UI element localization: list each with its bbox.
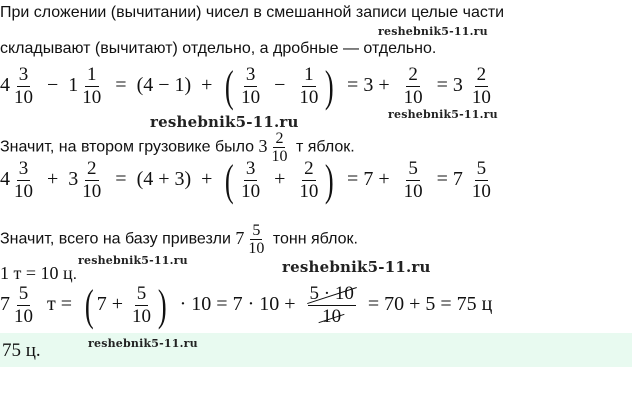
watermark: reshebnik5-11.ru [150, 113, 299, 131]
equation-3: 7 $\frac{5}{10}$ т = ( 7 + $\frac{5}{10}$ ) · 10 = 7 · 10 + $\frac{5 \cdot 10}{10}$ = 70 + 5 = 75 ц [0, 280, 493, 330]
unit-conversion: 1 т = 10 ц. [0, 263, 78, 283]
answer-box [0, 333, 632, 367]
watermark: reshebnik5-11.ru [282, 258, 431, 276]
watermark: reshebnik5-11.ru [378, 25, 488, 38]
watermark: reshebnik5-11.ru [78, 254, 188, 267]
intro-line-1: При сложении (вычитании) чисел в смешанной записи целые части [0, 4, 505, 21]
sentence-1: Значит, на втором грузовике было 3 $\frac{2}{10}$ т яблок. [0, 130, 355, 165]
watermark: reshebnik5-11.ru [388, 108, 498, 121]
sentence-2: Значит, всего на базу привезли 7 $\frac{5}{10}$ тонн яблок. [0, 222, 358, 257]
watermark: reshebnik5-11.ru [88, 337, 198, 350]
intro-line-2: складывают (вычитают) отдельно, а дробные — отдельно. [0, 40, 437, 57]
equation-1: 4 $\frac{3}{10}$ − 1 $\frac{1}{10}$ = (4 − 1) + ( $\frac{3}{10}$ − $\frac{1}{10}$ ) = 3 + $\frac{2}{10}$ = 3 $\frac{2}{10}$ [0, 61, 491, 111]
answer-text: 75 ц. [2, 340, 41, 361]
equation-2: 4 $\frac{3}{10}$ + 3 $\frac{2}{10}$ = (4 + 3) + ( $\frac{3}{10}$ + $\frac{2}{10}$ ) = 7 + $\frac{5}{10}$ = 7 $\frac{5}{10}$ [0, 155, 491, 205]
